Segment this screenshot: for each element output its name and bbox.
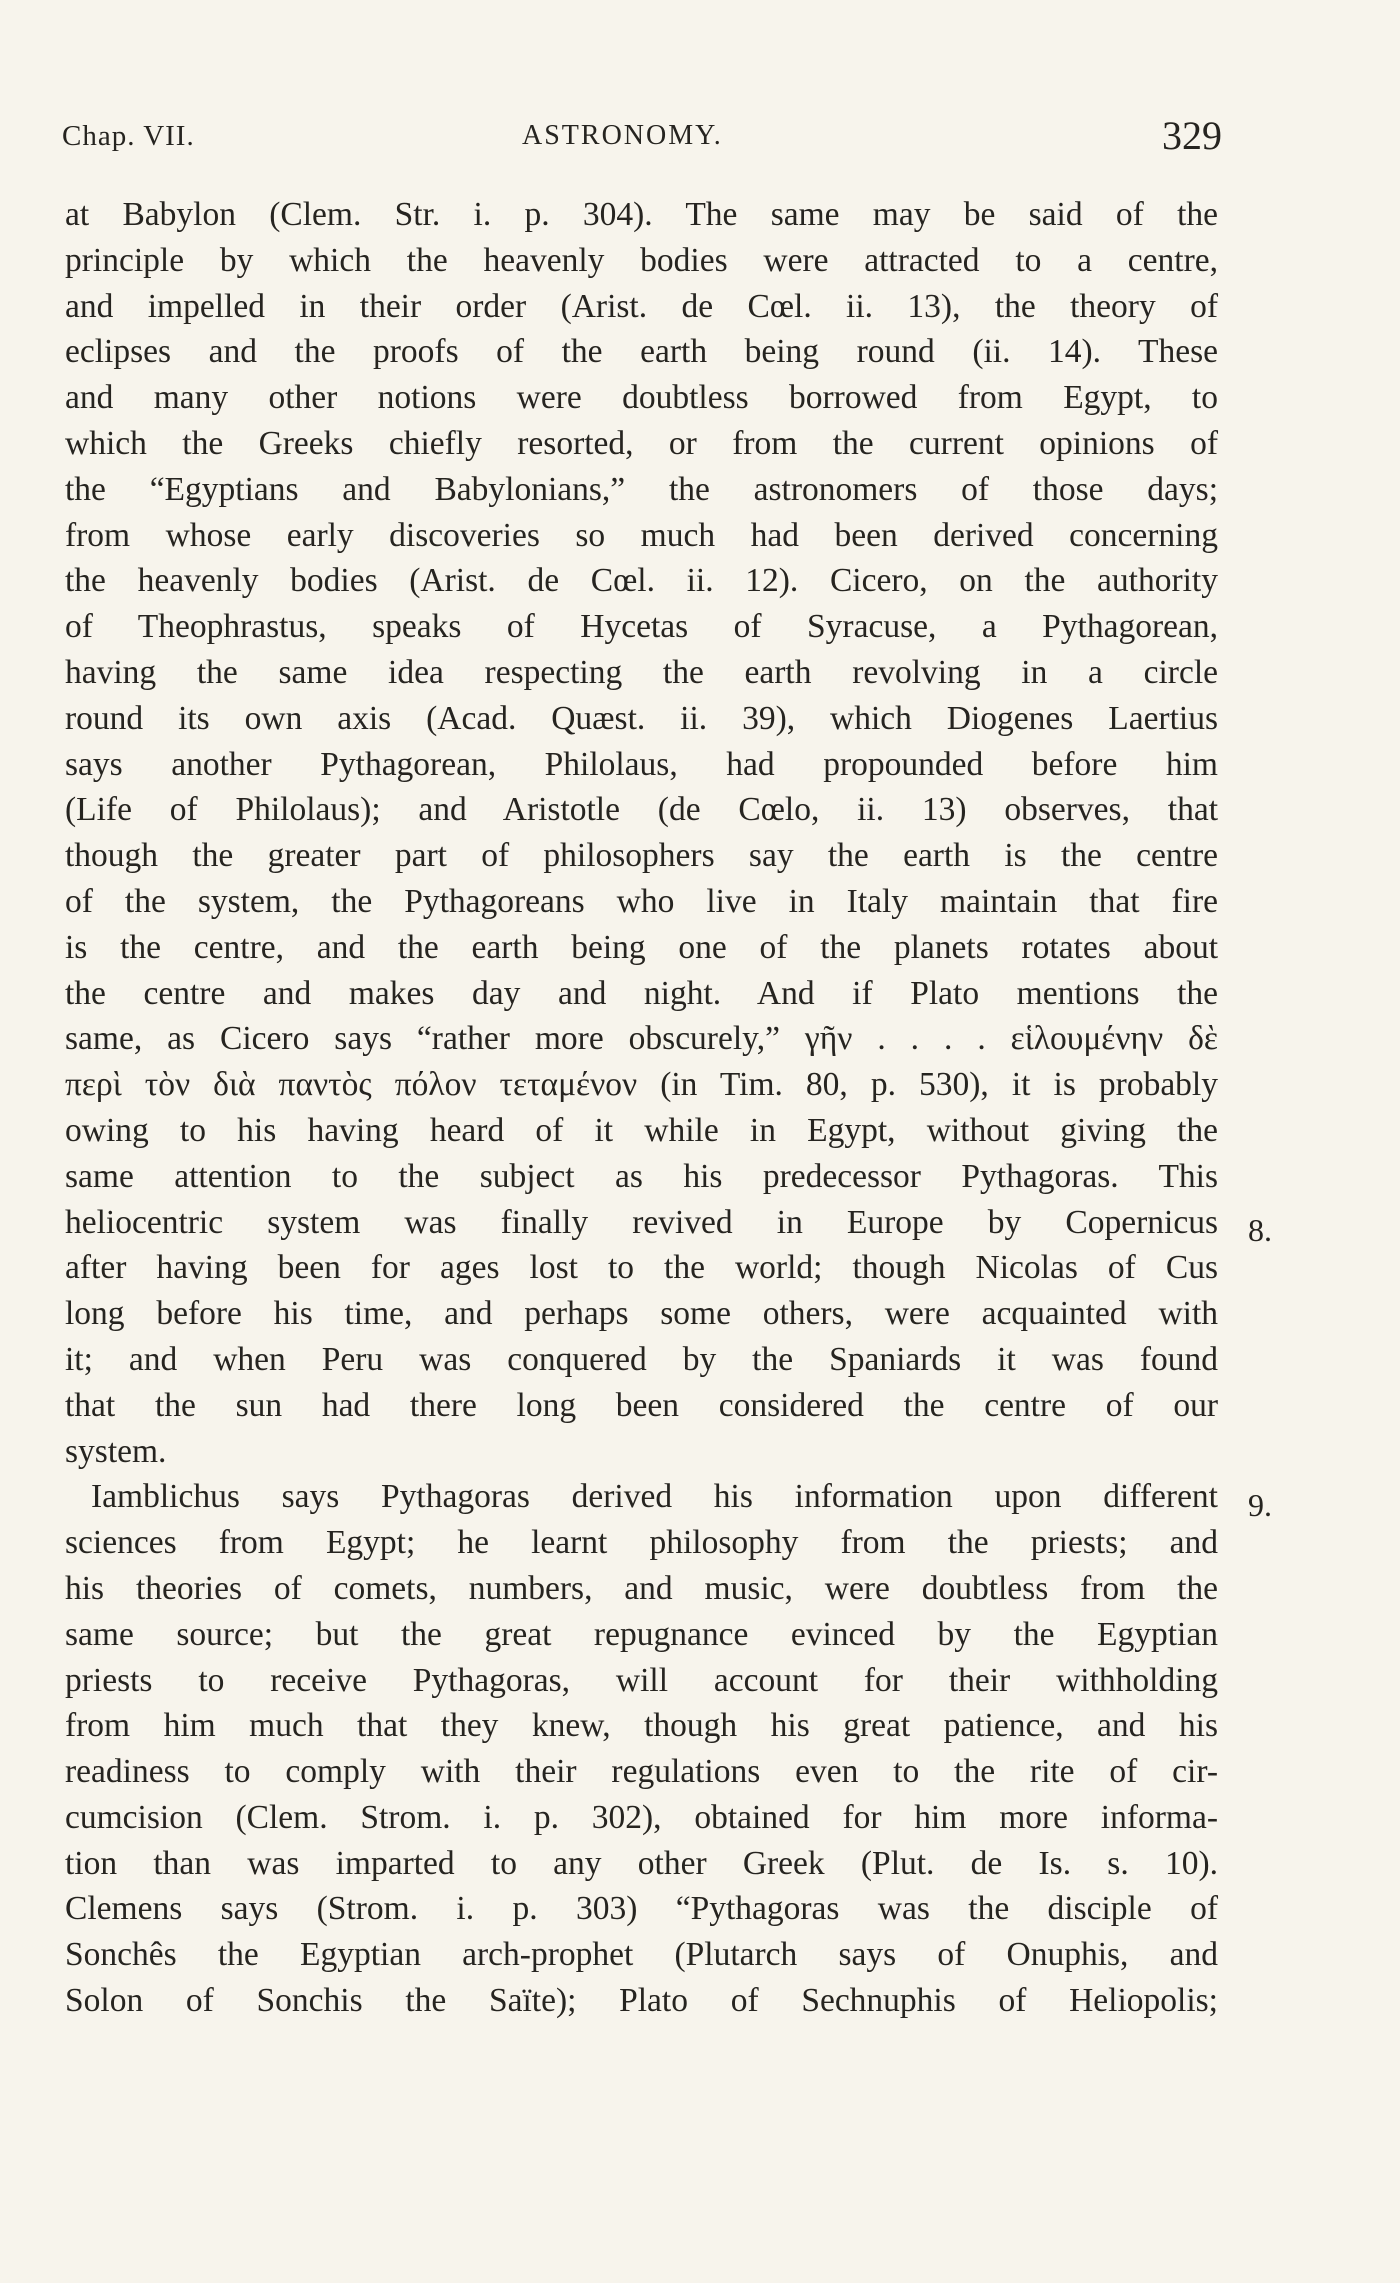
text-line: (Life of Philolaus); and Aristotle (de Cœlo, ii. 13) observes, that <box>65 791 1218 829</box>
running-head <box>62 112 1222 162</box>
text-line: περὶ τὸν διὰ παντὸς πόλον τεταμένον (in Tim. 80, p. 530), it is probably <box>65 1066 1218 1104</box>
text-line: the centre and makes day and night. And if Plato mentions the <box>65 974 1218 1012</box>
text-line: owing to his having heard of it while in Egypt, without giving the <box>65 1111 1218 1149</box>
text-line: which the Greeks chiefly resorted, or from the current opinions of <box>65 424 1218 462</box>
text-line: same attention to the subject as his predecessor Pythagoras. This <box>65 1157 1218 1195</box>
text-line: same source; but the great repugnance evinced by the Egyptian <box>65 1615 1218 1653</box>
text-line: of Theophrastus, speaks of Hycetas of Syracuse, a Pythagorean, <box>65 608 1218 646</box>
text-line: from him much that they knew, though his great patience, and his <box>65 1707 1218 1745</box>
text-line: after having been for ages lost to the world; though Nicolas of Cus <box>65 1249 1218 1287</box>
text-line: the heavenly bodies (Arist. de Cœl. ii. 12). Cicero, on the authority <box>65 562 1218 600</box>
margin-note: 8. <box>1248 1212 1272 1248</box>
text-line: the “Egyptians and Babylonians,” the astronomers of those days; <box>65 470 1218 508</box>
text-line: and impelled in their order (Arist. de Cœl. ii. 13), the theory of <box>65 287 1218 325</box>
chapter-label: Chap. VII. <box>62 120 195 152</box>
text-line: that the sun had there long been considered the centre of our <box>65 1386 1218 1424</box>
text-line: and many other notions were doubtless borrowed from Egypt, to <box>65 379 1218 417</box>
text-line: of the system, the Pythagoreans who live in Italy maintain that fire <box>65 882 1218 920</box>
text-line: heliocentric system was finally revived in Europe by Copernicus <box>65 1203 1218 1241</box>
text-line: eclipses and the proofs of the earth being round (ii. 14). These <box>65 333 1218 371</box>
text-line: round its own axis (Acad. Quæst. ii. 39), which Diogenes Laertius <box>65 699 1218 737</box>
margin-note: 9. <box>1248 1487 1272 1523</box>
text-line: though the greater part of philosophers say the earth is the centre <box>65 837 1218 875</box>
text-line: cumcision (Clem. Strom. i. p. 302), obtained for him more informa- <box>65 1798 1218 1836</box>
text-line: having the same idea respecting the earth revolving in a circle <box>65 653 1218 691</box>
text-line: same, as Cicero says “rather more obscurely,” γῆν . . . . εἱλουμένην δὲ <box>65 1020 1218 1058</box>
text-line: Iamblichus says Pythagoras derived his information upon different <box>91 1478 1218 1516</box>
text-line: says another Pythagorean, Philolaus, had propounded before him <box>65 745 1218 783</box>
text-line: principle by which the heavenly bodies were attracted to a centre, <box>65 241 1218 279</box>
text-line: sciences from Egypt; he learnt philosophy from the priests; and <box>65 1524 1218 1562</box>
text-line: system. <box>65 1432 167 1470</box>
body-text <box>65 192 1218 2024</box>
running-title: ASTRONOMY. <box>522 120 723 151</box>
text-line: tion than was imparted to any other Greek (Plut. de Is. s. 10). <box>65 1844 1218 1882</box>
text-line: Sonchês the Egyptian arch-prophet (Plutarch says of Onuphis, and <box>65 1936 1218 1974</box>
text-line: it; and when Peru was conquered by the Spaniards it was found <box>65 1340 1218 1378</box>
page-number: 329 <box>1162 113 1222 158</box>
text-line: Solon of Sonchis the Saïte); Plato of Sechnuphis of Heliopolis; <box>65 1982 1218 2020</box>
text-line: Clemens says (Strom. i. p. 303) “Pythagoras was the disciple of <box>65 1890 1218 1928</box>
text-line: long before his time, and perhaps some others, were acquainted with <box>65 1295 1218 1333</box>
text-line: priests to receive Pythagoras, will account for their withholding <box>65 1661 1218 1699</box>
text-line: readiness to comply with their regulations even to the rite of cir- <box>65 1753 1218 1791</box>
text-line: at Babylon (Clem. Str. i. p. 304). The same may be said of the <box>65 196 1218 233</box>
text-line: is the centre, and the earth being one of the planets rotates about <box>65 928 1218 966</box>
text-line: from whose early discoveries so much had been derived concerning <box>65 516 1218 554</box>
text-line: his theories of comets, numbers, and music, were doubtless from the <box>65 1569 1218 1607</box>
